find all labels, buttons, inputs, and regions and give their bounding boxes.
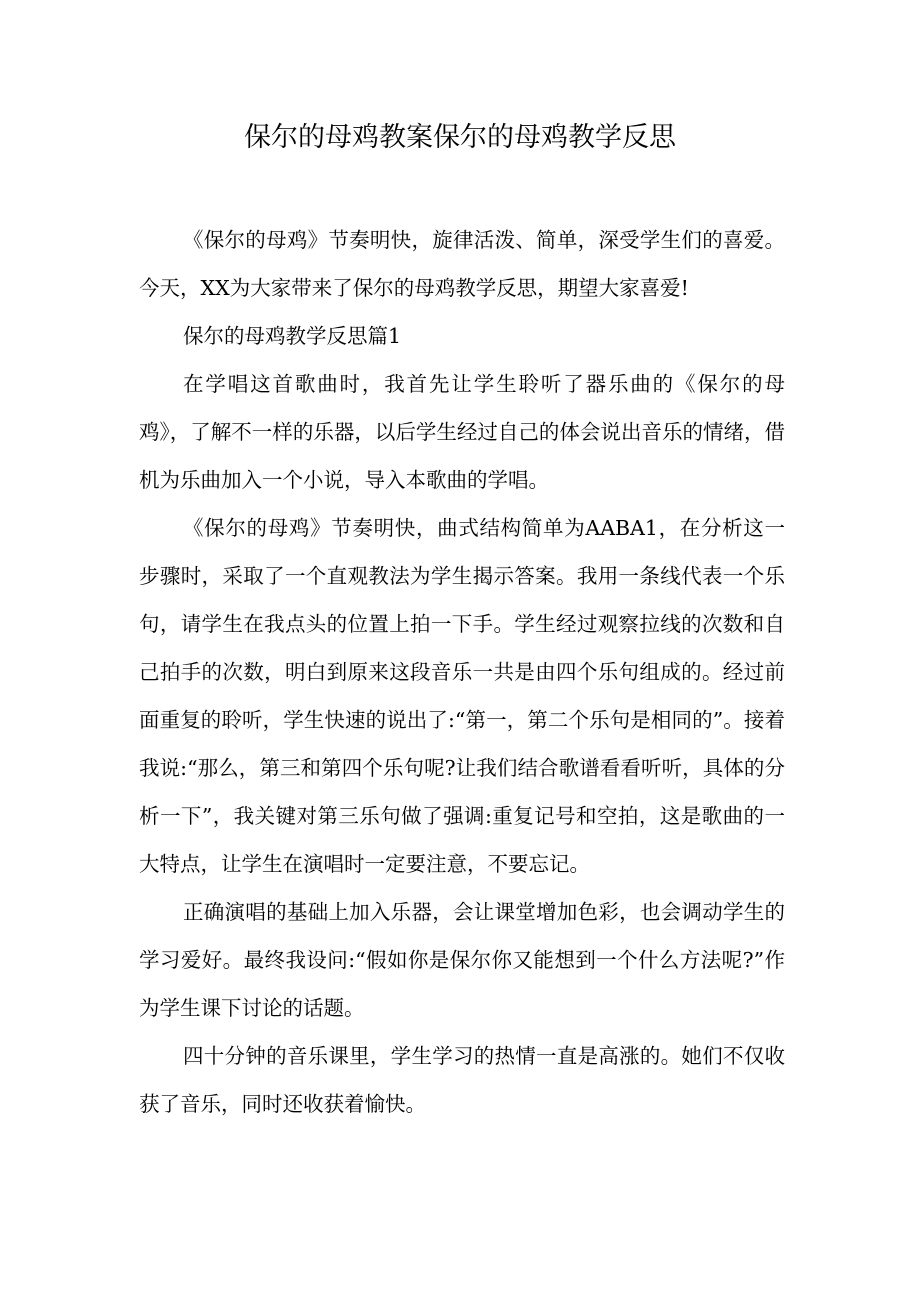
document-title: 保尔的母鸡教案保尔的母鸡教学反思 — [244, 122, 676, 153]
body-paragraph-4: 四十分钟的音乐课里，学生学习的热情一直是高涨的。她们不仅收获了音乐，同时还收获着愉快。 — [139, 1044, 785, 1116]
intro-paragraph: 《保尔的母鸡》节奏明快，旋律活泼、简单，深受学生们的喜爱。今天，XX为大家带来了保尔的母鸡教学反思，期望大家喜爱! — [139, 228, 785, 300]
section-heading: 保尔的母鸡教学反思篇1 — [183, 324, 402, 348]
body-paragraph-3: 正确演唱的基础上加入乐器，会让课堂增加色彩，也会调动学生的学习爱好。最终我设问:“假如你是保尔你又能想到一个什么方法呢?”作为学生课下讨论的话题。 — [139, 900, 785, 1020]
document-body — [139, 216, 785, 1128]
body-paragraph-1: 在学唱这首歌曲时，我首先让学生聆听了器乐曲的《保尔的母鸡》，了解不一样的乐器，以后学生经过自己的体会说出音乐的情绪，借机为乐曲加入一个小说，导入本歌曲的学唱。 — [139, 372, 785, 492]
body-paragraph-2: 《保尔的母鸡》节奏明快，曲式结构简单为AABA1，在分析这一步骤时，采取了一个直观教法为学生揭示答案。我用一条线代表一个乐句，请学生在我点头的位置上拍一下手。学生经过观察拉线的次数和自己拍手的次数，明白到原来这段音乐一共是由四个乐句组成的。经过前面重复的聆听，学生快速的说出了:“第一，第二个乐句是相同的”。接着我说:“那么，第三和第四个乐句呢?让我们结合歌谱看看听听，具体的分析一下”，我关键对第三乐句做了强调:重复记号和空拍，这是歌曲的一大特点，让学生在演唱时一定要注意，不要忘记。 — [139, 516, 785, 876]
